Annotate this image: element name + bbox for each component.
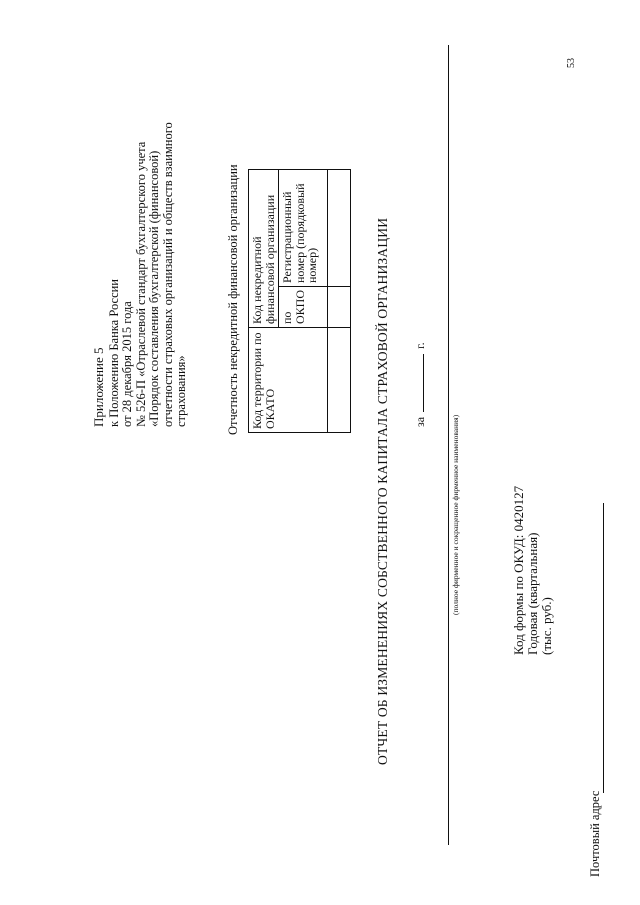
okud-block <box>512 355 554 655</box>
reg-value-cell <box>328 169 351 286</box>
annex-line: страхования» <box>174 355 188 427</box>
postal-address-line <box>603 503 604 793</box>
org-code-header: Код некредитной финансовой организации <box>249 169 279 327</box>
annex-line: от 28 декабря 2015 года <box>120 301 134 427</box>
report-units: (тыс. руб.) <box>539 597 554 655</box>
okud-code: Код формы по ОКУД: 0420127 <box>511 485 526 655</box>
period-prefix: за <box>413 416 427 427</box>
period-line <box>413 342 428 427</box>
report-title: ОТЧЕТ ОБ ИЗМЕНЕНИЯХ СОБСТВЕННОГО КАПИТАЛА СТРАХОВОЙ ОРГАНИЗАЦИИ <box>375 217 390 765</box>
okpo-value-cell <box>328 286 351 327</box>
okpo-header: по ОКПО <box>279 286 328 327</box>
page-number: 53 <box>566 58 577 68</box>
okato-value-cell <box>328 328 351 433</box>
reg-number-header: Регистрационный номер (порядковый номер) <box>279 169 328 286</box>
okato-header: Код территории по ОКАТО <box>249 328 328 433</box>
codes-table <box>248 169 351 433</box>
period-suffix: г. <box>413 342 427 349</box>
postal-address-label: Почтовый адрес <box>588 790 602 877</box>
org-report-title: Отчетность некредитной финансовой организации <box>226 164 240 435</box>
annex-line: Приложение 5 <box>91 347 106 427</box>
report-frequency: Годовая (квартальная) <box>525 532 540 655</box>
annex-line: к Положению Банка России <box>106 279 121 427</box>
annex-line: «Порядок составления бухгалтерской (финансовой) <box>147 150 161 427</box>
annex-line: отчетности страховых организаций и обществ взаимного <box>160 122 175 427</box>
annex-block <box>92 17 189 427</box>
period-blank <box>413 354 424 412</box>
org-name-caption: (полное фирменное и сокращенное фирменное наименования) <box>451 414 460 615</box>
org-name-line <box>448 45 449 845</box>
annex-line: № 526-П «Отраслевой стандарт бухгалтерского учета <box>133 141 148 427</box>
